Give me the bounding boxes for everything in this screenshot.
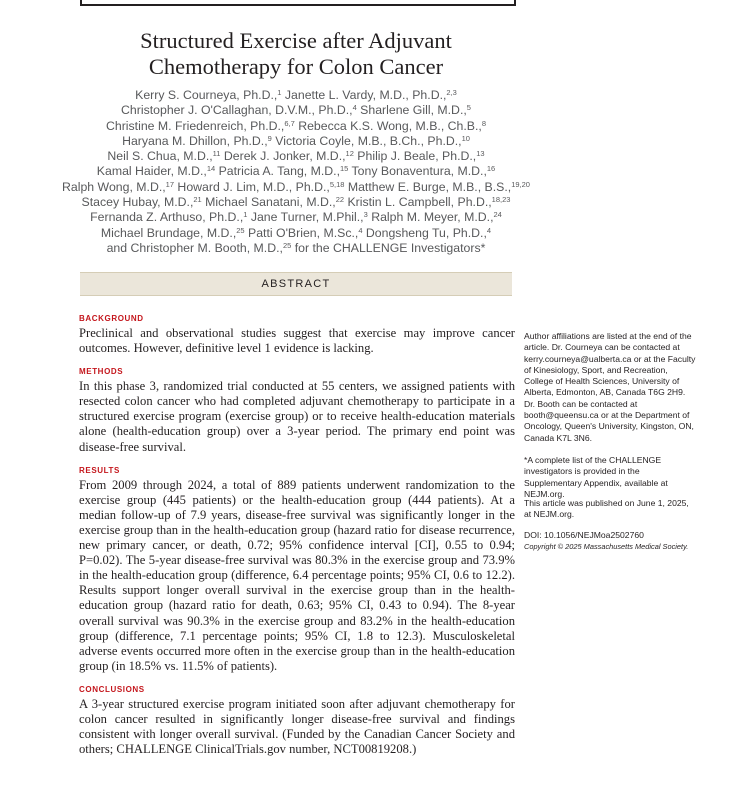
author-name: Kamal Haider, M.D., xyxy=(96,164,207,179)
results-section xyxy=(79,466,515,674)
author-name: Ralph M. Meyer, M.D., xyxy=(367,210,494,225)
author-name: Philip J. Beale, Ph.D., xyxy=(353,149,477,164)
background-text: Preclinical and observational studies suggest that exercise may improve cancer outcomes. However, definitive level 1 evidence is lacking. xyxy=(79,326,515,356)
author-name: Christopher J. O'Callaghan, D.V.M., Ph.D., xyxy=(121,103,353,118)
author-line xyxy=(56,195,536,210)
author-name: Kristin L. Campbell, Ph.D., xyxy=(344,195,492,210)
author-line xyxy=(56,88,536,103)
affiliation-superscript: 9 xyxy=(267,133,272,143)
author-name: Janette L. Vardy, M.D., Ph.D., xyxy=(281,88,447,102)
title-line-2: Chemotherapy for Colon Cancer xyxy=(148,54,444,79)
author-name: Haryana M. Dhillon, Ph.D., xyxy=(122,133,268,148)
author-name: for the CHALLENGE Investigators* xyxy=(291,240,486,255)
publication-note: This article was published on June 1, 2025, at NEJM.org. xyxy=(524,498,689,520)
affiliation-superscript: 3 xyxy=(363,210,368,220)
affiliation-superscript: 24 xyxy=(493,210,502,220)
abstract-label-bar xyxy=(80,272,512,296)
challenge-investigators-note: *A complete list of the CHALLENGE investigators is provided in the Supplementary Appendix, available at NEJM.org. xyxy=(524,455,668,499)
author-line xyxy=(56,134,536,149)
affiliation-superscript: 15 xyxy=(340,164,349,174)
author-name: Howard J. Lim, M.D., Ph.D., xyxy=(174,179,330,194)
results-text: From 2009 through 2024, a total of 889 patients underwent randomization to the exercise group (445 patients) or the health-education group (444 patients). At a median follow-up of 7.9 years, disease-free survival was significantly longer in the exercise group than in the health-education group (hazard ratio for disease recurrence, new primary cancer, or death, 0.72; 95% confidence interval [CI], 0.55 to 0.94; P=0.02). The 5-year disease-free survival was 80.3% in the exercise group and 73.9% in the health-education group (difference, 6.4 percentage points; 95% CI, 0.6 to 12.2). Results support longer overall survival in the exercise group than in the health-education group (hazard ratio for death, 0.63; 95% CI, 0.43 to 0.94). The 8-year overall survival was 90.3% in the exercise group and 83.2% in the health-education group (difference, 7.1 percentage points; 95% CI, 1.8 to 12.3). Musculoskeletal adverse events occurred more often in the exercise group than in the health-education group (in 18.5% vs. 11.5% of patients). xyxy=(79,477,515,673)
author-name: Fernanda Z. Arthuso, Ph.D., xyxy=(90,210,244,225)
affiliation-superscript: 1 xyxy=(277,88,282,97)
affiliation-superscript: 19,20 xyxy=(511,179,530,189)
affiliation-superscript: 13 xyxy=(476,149,485,159)
author-line xyxy=(56,226,536,241)
title-line-1: Structured Exercise after Adjuvant xyxy=(140,28,452,53)
affiliation-superscript: 4 xyxy=(486,225,492,235)
conclusions-section xyxy=(79,685,515,757)
affiliation-superscript: 5 xyxy=(466,103,471,113)
affiliation-superscript: 5,18 xyxy=(329,179,345,189)
affiliation-superscript: 2,3 xyxy=(446,88,457,97)
methods-section xyxy=(79,367,515,454)
author-line xyxy=(56,103,536,118)
author-line xyxy=(56,210,536,225)
affiliation-superscript: 25 xyxy=(236,225,245,235)
affiliation-superscript: 14 xyxy=(206,164,216,174)
affiliation-superscript: 22 xyxy=(335,195,345,205)
author-name: Michael Sanatani, M.D., xyxy=(201,195,336,210)
author-name: Derek J. Jonker, M.D., xyxy=(220,149,346,164)
affiliation-superscript: 25 xyxy=(282,240,292,250)
methods-text: In this phase 3, randomized trial conducted at 55 centers, we assigned patients with resected colon cancer who had completed adjuvant chemotherapy to participate in a structured exercise program (exercise group) or to receive health-education materials alone (health-education group) over a 3-year period. The primary end point was disease-free survival. xyxy=(79,379,515,454)
abstract-body xyxy=(79,314,515,768)
author-line xyxy=(56,180,536,195)
conclusions-heading: CONCLUSIONS xyxy=(79,684,145,694)
affiliation-superscript: 11 xyxy=(212,149,221,159)
conclusions-text: A 3-year structured exercise program initiated soon after adjuvant chemotherapy for colon cancer resulted in significantly longer disease-free survival and findings consistent with longer overall survival. (Funded by the Canadian Cancer Society and others; CHALLENGE ClinicalTrials.gov number, NCT00819208.) xyxy=(79,696,515,757)
affiliation-superscript: 4 xyxy=(352,103,357,113)
author-list xyxy=(56,88,536,256)
author-line xyxy=(56,241,536,256)
author-name: and Christopher M. Booth, M.D., xyxy=(106,240,283,255)
copyright: Copyright © 2025 Massachusetts Medical Society. xyxy=(524,542,689,552)
affiliation-superscript: 1 xyxy=(243,210,248,220)
author-name: Kerry S. Courneya, Ph.D., xyxy=(135,88,278,102)
affiliation-superscript: 17 xyxy=(165,179,175,189)
author-name: Matthew E. Burge, M.B., B.S., xyxy=(344,179,512,194)
author-name: Neil S. Chua, M.D., xyxy=(107,149,213,164)
author-line xyxy=(56,149,536,164)
author-name: Rebecca K.S. Wong, M.B., Ch.B., xyxy=(294,118,482,133)
affiliation-superscript: 21 xyxy=(193,195,202,205)
author-name: Sharlene Gill, M.D., xyxy=(356,103,467,118)
author-name: Ralph Wong, M.D., xyxy=(62,179,166,194)
background-heading: BACKGROUND xyxy=(79,314,144,323)
author-name: Tony Bonaventura, M.D., xyxy=(348,164,487,179)
affiliation-superscript: 6,7 xyxy=(284,118,295,128)
results-heading: RESULTS xyxy=(79,465,120,475)
affiliation-superscript: 8 xyxy=(481,118,487,128)
affiliation-superscript: 10 xyxy=(461,133,470,143)
header-frame xyxy=(80,0,516,6)
author-name: Michael Brundage, M.D., xyxy=(100,225,237,240)
author-name: Stacey Hubay, M.D., xyxy=(81,195,194,210)
author-line xyxy=(56,164,536,179)
affiliation-superscript: 4 xyxy=(358,225,363,235)
methods-heading: METHODS xyxy=(79,367,124,377)
author-name: Patti O'Brien, M.Sc., xyxy=(244,225,359,240)
affiliation-superscript: 12 xyxy=(345,149,354,159)
abstract-label: ABSTRACT xyxy=(261,278,331,290)
author-affiliations-note: Author affiliations are listed at the end of the article. Dr. Courneya can be contacted at kerry.courneya@ualberta.ca or at the Faculty of Kinesiology, Sport, and Recreation, College of Health Sciences, University of Alberta, Edmonton, AB, Canada T6G 2H9. Dr. Booth can be contacted at booth@queensu.ca or at the Department of Oncology, Queen's University, Kingston, ON, Canada K7L 3N6. xyxy=(524,331,696,443)
author-line xyxy=(56,119,536,134)
doi: DOI: 10.1056/NEJMoa2502760 xyxy=(524,530,644,540)
author-name: Christine M. Friedenreich, Ph.D., xyxy=(105,118,285,133)
affiliation-superscript: 16 xyxy=(486,164,496,174)
author-name: Dongsheng Tu, Ph.D., xyxy=(362,225,487,240)
affiliation-superscript: 18,23 xyxy=(491,195,511,205)
doi-block xyxy=(524,530,698,553)
background-section xyxy=(79,314,515,356)
author-name: Patricia A. Tang, M.D., xyxy=(215,164,340,179)
article-title xyxy=(56,28,536,80)
author-name: Victoria Coyle, M.B., B.Ch., Ph.D., xyxy=(271,133,462,148)
author-name: Jane Turner, M.Phil., xyxy=(247,210,364,225)
